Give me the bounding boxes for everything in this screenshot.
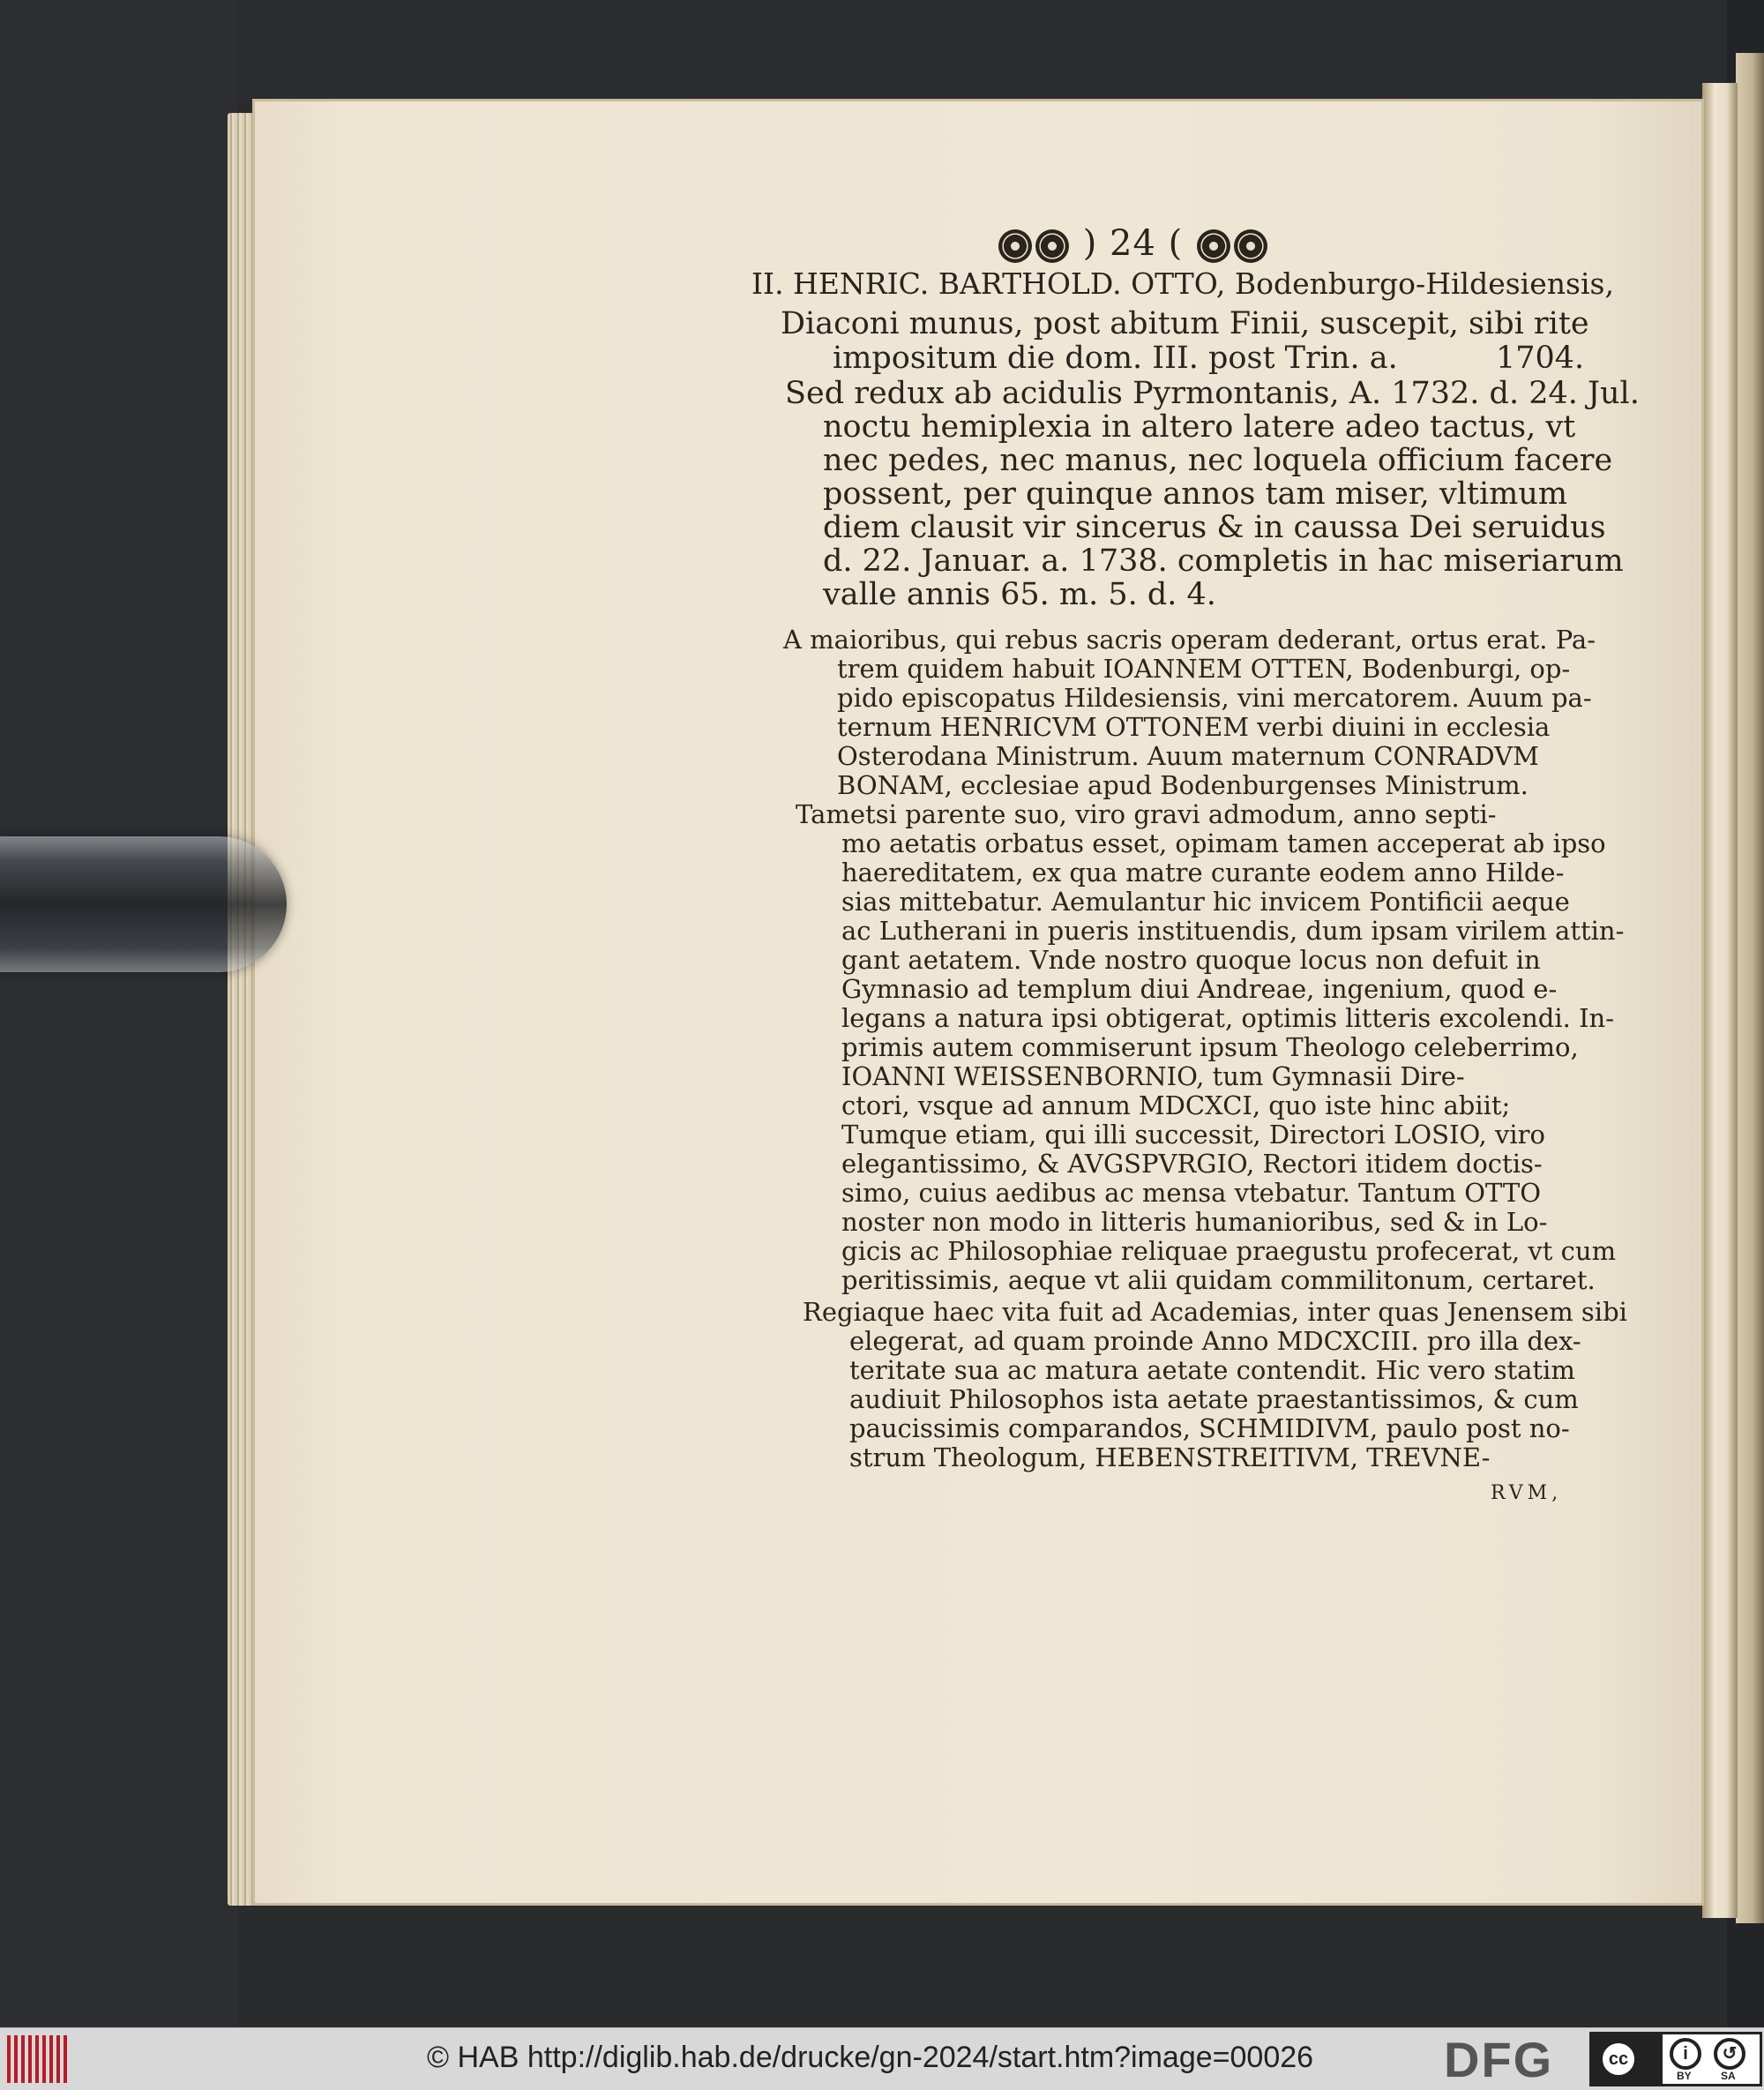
paragraph-line: teritate sua ac matura aetate contendit. Hic vero statim <box>849 1355 1575 1385</box>
scanner-background-left <box>0 0 238 2027</box>
footer-copyright-url[interactable]: © HAB http://diglib.hab.de/drucke/gn-2024/start.htm?image=00026 <box>427 2041 1314 2074</box>
paragraph-line: gicis ac Philosophiae reliquae praegustu profecerat, vt cum <box>841 1236 1617 1266</box>
paragraph-line: simo, cuius aedibus ac mensa vtebatur. Tantum OTTO <box>841 1178 1542 1208</box>
paragraph-line: gant aetatem. Vnde nostro quoque locus non defuit in <box>841 945 1541 975</box>
page-number: ) 24 ( <box>1082 223 1184 264</box>
cc-sa-icon: ↺ <box>1714 2038 1745 2070</box>
cc-by-label: BY <box>1677 2070 1692 2082</box>
footer-bar <box>0 2027 1764 2090</box>
entry-line: diem clausit vir sincerus & in caussa Dei seruidus <box>823 510 1606 545</box>
dfg-logo[interactable]: DFG <box>1444 2032 1554 2087</box>
page-header <box>997 223 1269 264</box>
entry-line: noctu hemiplexia in altero latere adeo tactus, vt <box>823 409 1576 445</box>
paragraph-line: Osterodana Ministrum. Auum maternum CONRADVM <box>837 741 1539 771</box>
entry-line: possent, per quinque annos tam miser, vltimum <box>823 476 1568 512</box>
ornament-icon <box>1197 229 1230 263</box>
entry-line: Sed redux ab acidulis Pyrmontanis, A. 1732. d. 24. Jul. <box>785 376 1640 411</box>
entry-line: valle annis 65. m. 5. d. 4. <box>823 577 1216 612</box>
paragraph-line: peritissimis, aeque vt alii quidam commilitonum, certaret. <box>841 1265 1596 1295</box>
paragraph-line: IOANNI WEISSENBORNIO, tum Gymnasii Dire- <box>841 1061 1465 1091</box>
entry-line: Diaconi munus, post abitum Finii, suscepit, sibi rite <box>781 306 1589 341</box>
paragraph-line: legans a natura ipsi obtigerat, optimis litteris excolendi. In- <box>841 1003 1615 1033</box>
cc-icon: cc <box>1599 2040 1638 2079</box>
paragraph-line: elegerat, ad quam proinde Anno MDCXCIII. pro illa dex- <box>849 1326 1581 1356</box>
paragraph-line: A maioribus, qui rebus sacris operam dederant, ortus erat. Pa- <box>783 625 1596 655</box>
paragraph-line: noster non modo in litteris humanioribus, sed & in Lo- <box>841 1207 1548 1237</box>
paragraph-line: elegantissimo, & AVGSPVRGIO, Rectori itidem doctis- <box>841 1149 1543 1179</box>
ornament-icon <box>998 229 1032 263</box>
entry-line: nec pedes, nec manus, nec loquela officium facere <box>823 443 1613 478</box>
cc-sa-label: SA <box>1721 2070 1736 2082</box>
entry-line: II. HENRIC. BARTHOLD. OTTO, Bodenburgo-Hildesiensis, <box>751 266 1614 301</box>
paragraph-line: audiuit Philosophos ista aetate praestantissimos, & cum <box>849 1384 1579 1414</box>
paragraph-line: Tumque etiam, qui illi successit, Directori LOSIO, viro <box>841 1120 1545 1150</box>
paragraph-line: ac Lutherani in pueris instituendis, dum ipsam virilem attin- <box>841 916 1625 946</box>
paragraph-line: pido episcopatus Hildesiensis, vini mercatorem. Auum pa- <box>837 683 1592 713</box>
cc-license-badge[interactable] <box>1589 2032 1762 2086</box>
hab-logo-icon[interactable] <box>7 2035 71 2083</box>
paragraph-line: paucissimis comparandos, SCHMIDIVM, paulo post no- <box>849 1413 1570 1443</box>
paragraph-line: Gymnasio ad templum diui Andreae, ingenium, quod e- <box>841 974 1558 1004</box>
entry-line: d. 22. Januar. a. 1738. completis in hac miseriarum <box>823 543 1624 579</box>
paragraph-line: mo aetatis orbatus esset, opimam tamen acceperat ab ipso <box>841 828 1606 858</box>
paragraph-line: ctori, vsque ad annum MDCXCI, quo iste hinc abiit; <box>841 1090 1511 1120</box>
cc-by-icon: i <box>1670 2038 1701 2070</box>
page-gutter <box>1702 83 1738 1918</box>
paragraph-line: Regiaque haec vita fuit ad Academias, inter quas Jenensem sibi <box>803 1297 1627 1327</box>
paragraph-line: ternum HENRICVM OTTONEM verbi diuini in ecclesia <box>837 712 1551 742</box>
glass-page-weight <box>0 836 287 972</box>
paragraph-line: sias mittebatur. Aemulantur hic invicem Pontificii aeque <box>841 887 1570 917</box>
scanner-background-top <box>0 0 1764 104</box>
paragraph-line: primis autem commiserunt ipsum Theologo celeberrimo, <box>841 1032 1579 1062</box>
paragraph-line: Tametsi parente suo, viro gravi admodum, anno septi- <box>796 799 1497 829</box>
paragraph-line: BONAM, ecclesiae apud Bodenburgenses Ministrum. <box>837 770 1529 800</box>
ornament-icon <box>1035 229 1069 263</box>
catchword: RVM, <box>1491 1482 1563 1504</box>
paragraph-line: strum Theologum, HEBENSTREITIVM, TREVNE- <box>849 1442 1491 1472</box>
paragraph-line: trem quidem habuit IOANNEM OTTEN, Bodenburgi, op- <box>837 654 1571 684</box>
entry-line: impositum die dom. III. post Trin. a. 1704. <box>833 341 1585 376</box>
ornament-icon <box>1234 229 1267 263</box>
paragraph-line: haereditatem, ex qua matre curante eodem anno Hilde- <box>841 858 1565 888</box>
book-spine-edge <box>1736 53 1764 1923</box>
